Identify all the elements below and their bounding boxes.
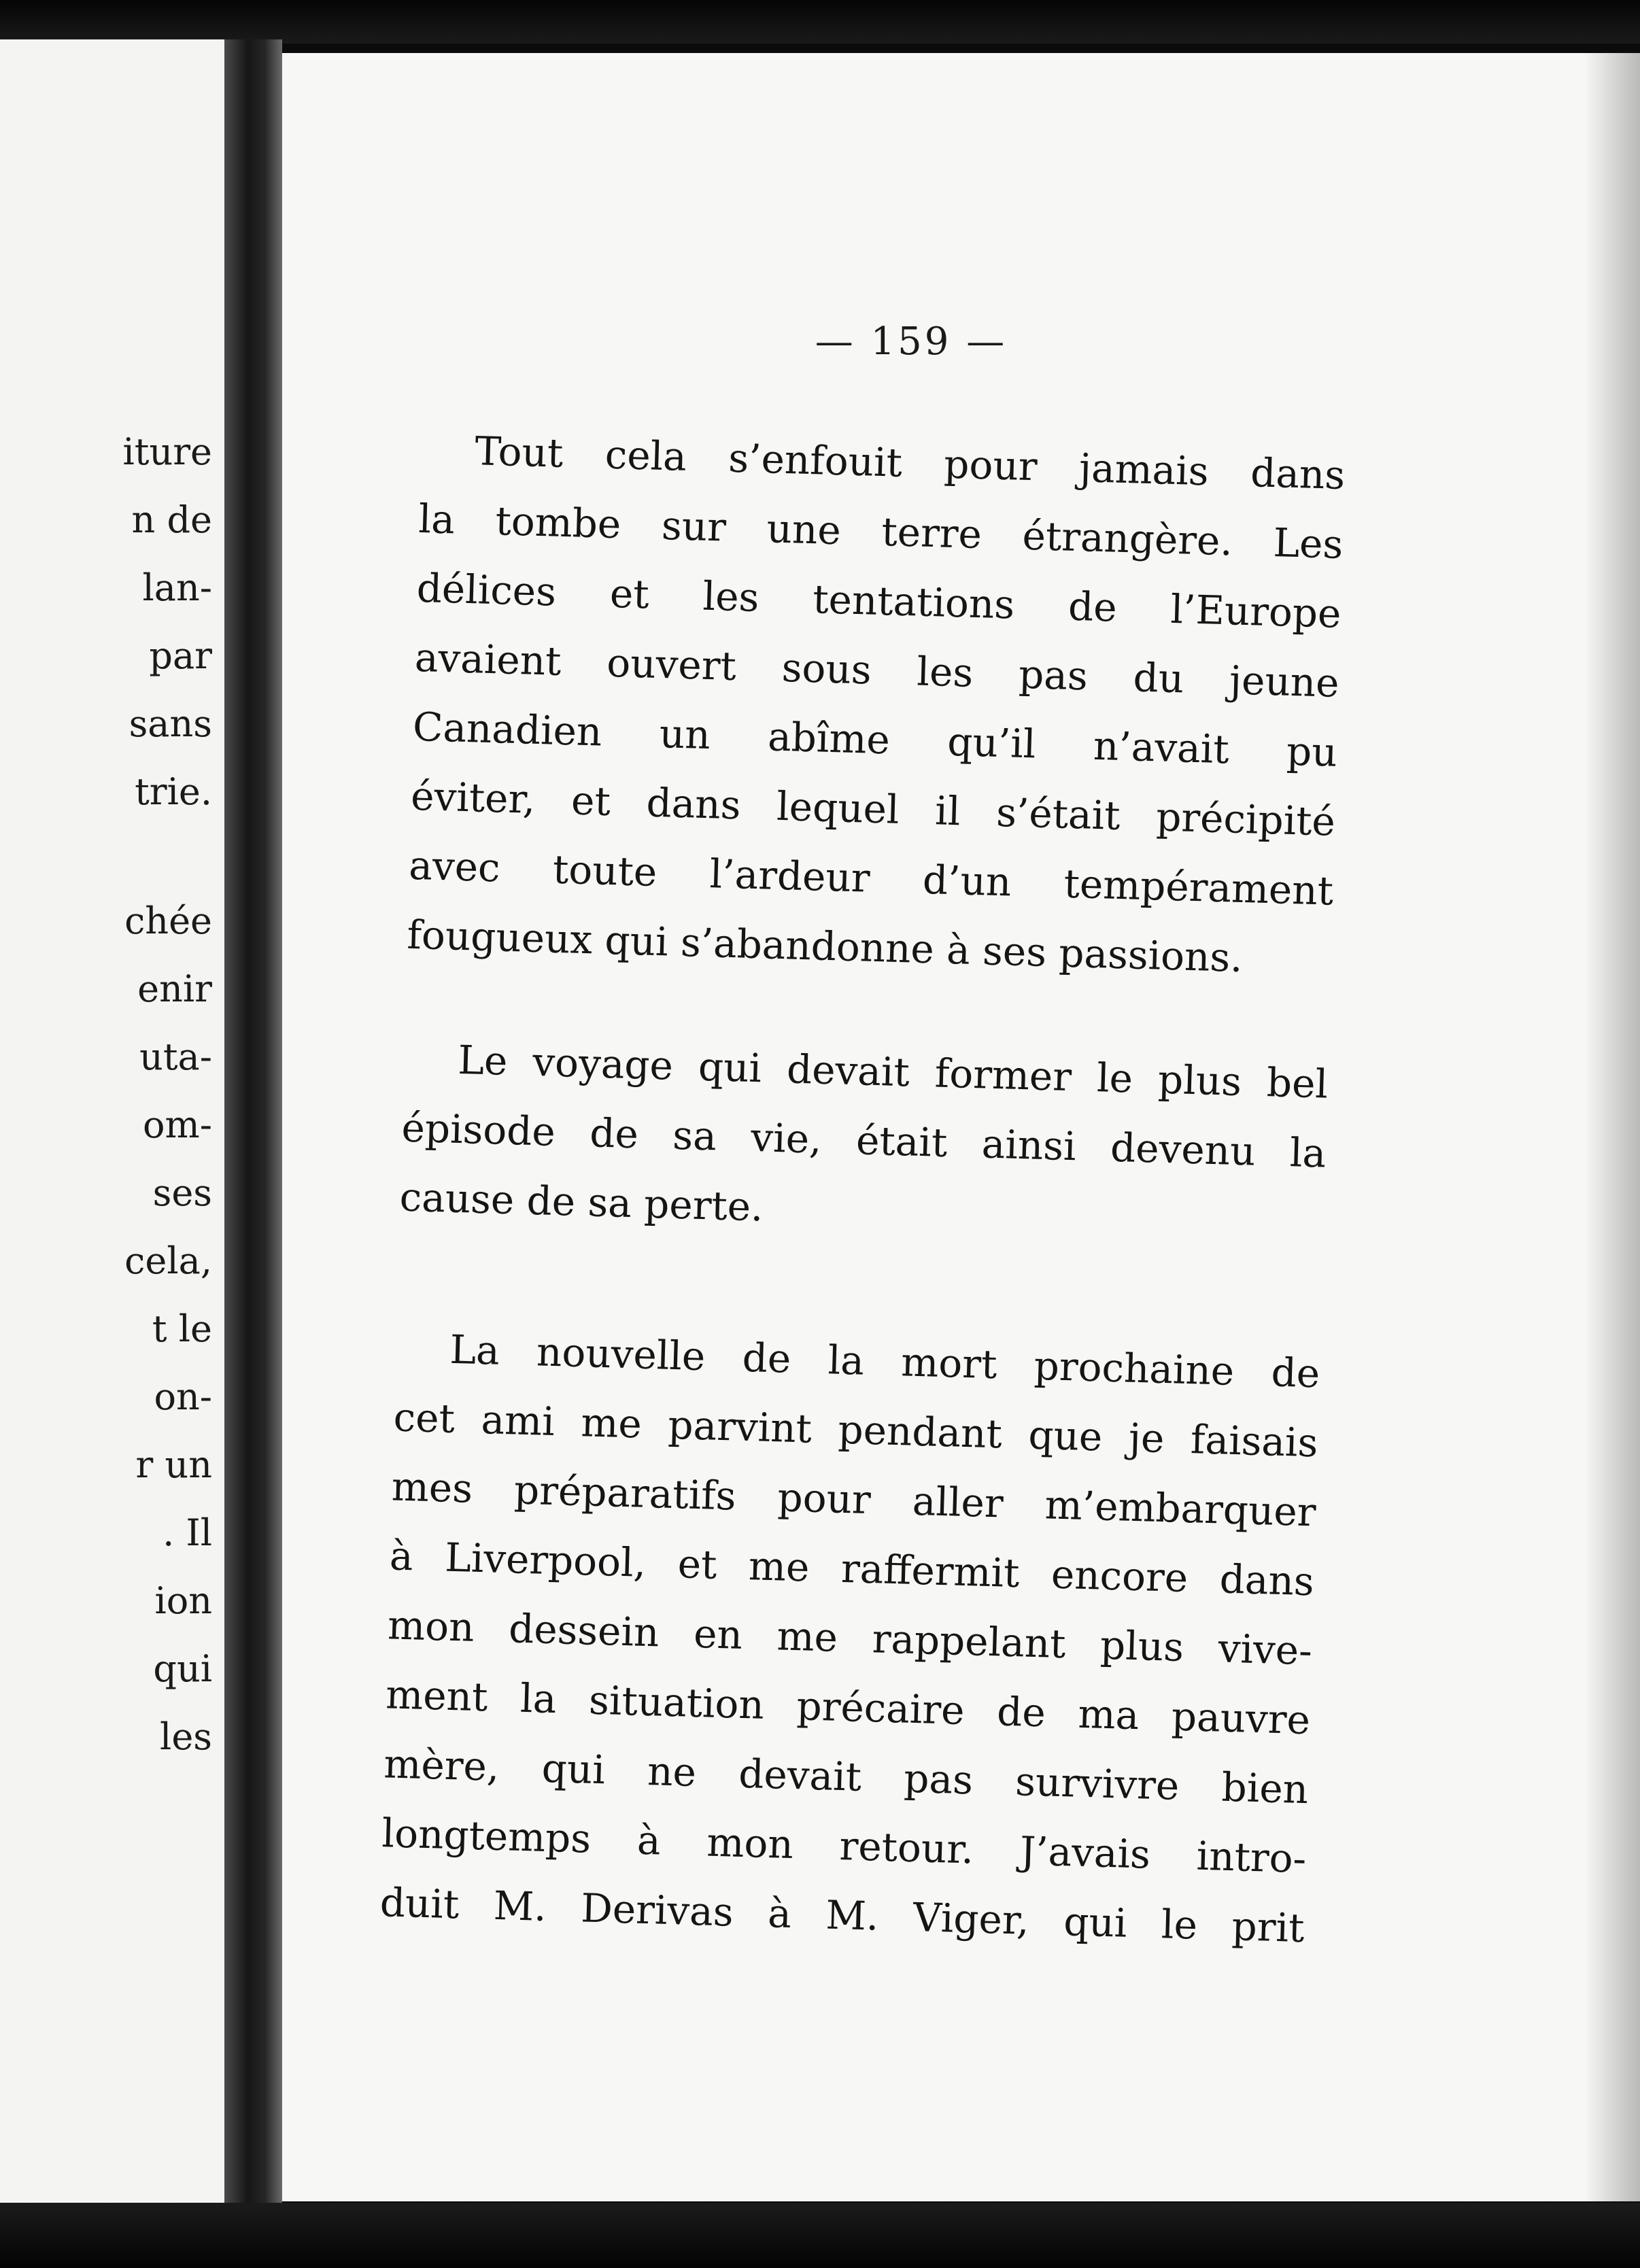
left-line-fragment: r un bbox=[135, 1443, 212, 1486]
left-line-fragment: om- bbox=[143, 1103, 212, 1146]
page-edge-shadow bbox=[1584, 53, 1640, 2201]
left-line-fragment: qui bbox=[153, 1647, 212, 1690]
left-line-fragment: trie. bbox=[135, 770, 212, 813]
text-line: fougueux qui s’abandonne à ses passions. bbox=[406, 911, 1244, 982]
scan-border-top bbox=[0, 0, 1640, 44]
scan-border-bottom bbox=[0, 2203, 1640, 2268]
left-line-fragment: uta- bbox=[139, 1035, 212, 1078]
text-line: mon dessein en me rappelant plus vive- bbox=[387, 1602, 1313, 1674]
text-line: longtemps à mon retour. J’avais intro- bbox=[381, 1810, 1308, 1883]
text-line: cause de sa perte. bbox=[398, 1173, 764, 1231]
left-line-fragment: on- bbox=[154, 1375, 212, 1418]
text-line: Canadien un abîme qu’il n’avait pu bbox=[412, 703, 1338, 776]
paragraph bbox=[398, 1024, 1329, 1258]
body-text bbox=[379, 415, 1346, 1963]
text-line: délices et les tentations de l’Europe bbox=[415, 564, 1342, 637]
left-line-fragment: cela, bbox=[124, 1239, 212, 1282]
left-line-fragment: n de bbox=[131, 498, 212, 541]
left-line-fragment: . Il bbox=[163, 1511, 212, 1554]
text-line: duit M. Derivas à M. Viger, qui le prit bbox=[379, 1879, 1305, 1952]
text-line: La nouvelle de la mort prochaine de bbox=[449, 1326, 1321, 1397]
left-line-fragment: t le bbox=[152, 1307, 212, 1350]
left-line-fragment: les bbox=[160, 1715, 212, 1758]
left-line-fragment: chée bbox=[124, 899, 212, 942]
text-line: ment la situation précaire de ma pauvre bbox=[385, 1671, 1311, 1744]
text-line: avec toute l’ardeur d’un tempérament bbox=[408, 842, 1334, 914]
left-line-fragment: sans bbox=[129, 702, 212, 745]
paragraph bbox=[406, 415, 1346, 995]
text-line: Le voyage qui devait former le plus bel bbox=[457, 1036, 1329, 1107]
text-line: la tombe sur une terre étrangère. Les bbox=[417, 495, 1344, 568]
left-line-fragment: iture bbox=[122, 430, 212, 473]
left-line-fragment: ion bbox=[154, 1579, 212, 1622]
paragraph bbox=[379, 1313, 1320, 1963]
left-line-fragment: lan- bbox=[142, 566, 212, 609]
text-line: mes préparatifs pour aller m’embarquer bbox=[391, 1463, 1317, 1536]
text-line: épisode de sa vie, était ainsi devenu la bbox=[400, 1104, 1327, 1177]
text-line: éviter, et dans lequel il s’était précipité bbox=[410, 772, 1336, 845]
text-line: mère, qui ne devait pas survivre bien bbox=[383, 1740, 1309, 1813]
page-number: — 159 — bbox=[815, 320, 1008, 364]
text-line: Tout cela s’enfouit pour jamais dans bbox=[474, 428, 1346, 498]
left-page bbox=[0, 39, 227, 2208]
left-line-fragment: enir bbox=[137, 967, 212, 1010]
book-gutter bbox=[224, 39, 282, 2208]
left-line-fragment: par bbox=[149, 634, 212, 677]
text-line: cet ami me parvint pendant que je faisais bbox=[392, 1394, 1319, 1466]
left-line-fragment: ses bbox=[152, 1171, 212, 1214]
text-line: avaient ouvert sous les pas du jeune bbox=[414, 634, 1340, 706]
text-line: à Liverpool, et me raffermit encore dans bbox=[389, 1532, 1315, 1605]
